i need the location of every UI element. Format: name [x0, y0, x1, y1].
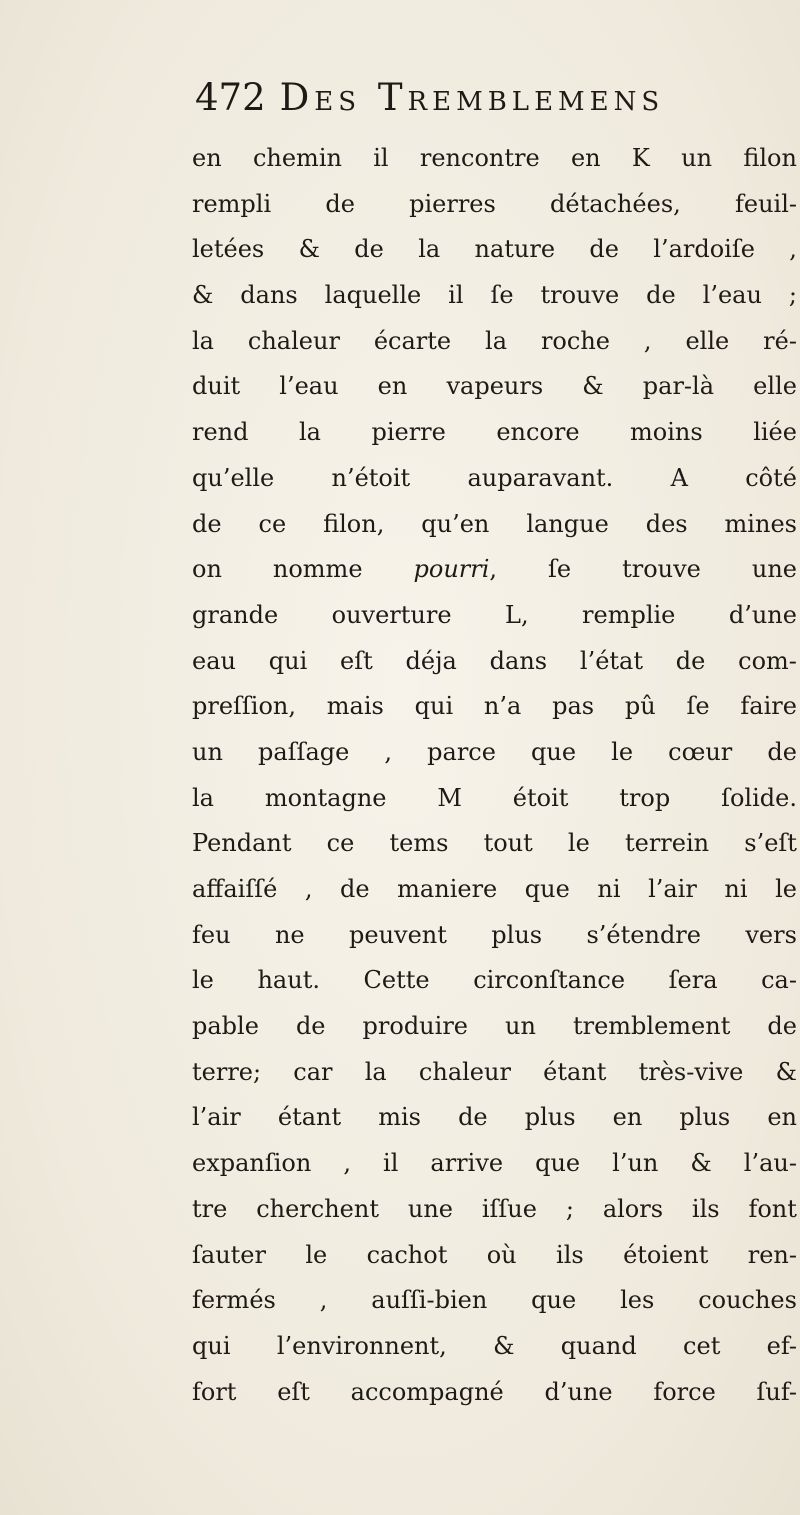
word: étoient	[623, 1240, 709, 1269]
word: &	[493, 1331, 515, 1360]
word: un	[681, 144, 713, 172]
word: l’air	[192, 1103, 241, 1132]
word: cœur	[668, 737, 733, 766]
word: vapeurs	[446, 372, 544, 401]
word: en	[570, 144, 601, 172]
word: la	[192, 326, 214, 355]
text-line	[192, 227, 797, 273]
word: ils	[691, 1194, 720, 1223]
word: de	[295, 1012, 326, 1041]
word: s’étendre	[586, 920, 701, 949]
word: de	[646, 281, 676, 310]
word: ,	[789, 235, 797, 264]
text-line	[192, 1095, 797, 1141]
word: étant	[543, 1057, 607, 1086]
word: par-là	[642, 372, 715, 401]
word: l’au-	[743, 1149, 797, 1178]
word: ;	[565, 1194, 574, 1223]
word: paſſage	[258, 737, 350, 766]
word: que	[531, 737, 577, 766]
word: n’a	[483, 692, 522, 721]
word: ré-	[763, 326, 797, 355]
word: les	[620, 1286, 655, 1315]
word: grande	[192, 600, 279, 629]
text-line	[192, 821, 797, 867]
word: de	[340, 875, 370, 903]
word: l’état	[579, 646, 643, 675]
word: tems	[389, 829, 449, 858]
word: montagne	[264, 783, 387, 812]
word: qui	[268, 646, 308, 675]
word: que	[524, 875, 570, 903]
word: on	[192, 555, 222, 584]
word: pû	[624, 692, 656, 721]
text-line	[192, 410, 797, 456]
word: qu’en	[421, 509, 490, 538]
word: en	[612, 1103, 643, 1132]
word: il	[373, 144, 389, 172]
word: vers	[745, 920, 797, 949]
word: com-	[738, 646, 797, 675]
word: d’une	[544, 1377, 613, 1406]
word: l’un	[612, 1149, 659, 1178]
word: le	[775, 875, 797, 903]
word: car	[293, 1057, 333, 1086]
word: ſera	[668, 966, 718, 995]
word: elle	[753, 372, 797, 401]
text-line	[192, 547, 797, 593]
word: chemin	[252, 144, 342, 172]
word: auſſi-bien	[371, 1286, 488, 1315]
word: M	[437, 783, 462, 812]
word: qu’elle	[192, 463, 275, 492]
word: ef-	[766, 1331, 797, 1360]
word: ce	[258, 509, 287, 538]
text-line	[192, 1370, 797, 1416]
word: la	[192, 783, 214, 812]
word: de	[767, 737, 797, 766]
word: feu	[192, 920, 231, 949]
word: Cette	[363, 966, 430, 995]
text-line	[192, 136, 797, 182]
text-line	[192, 730, 797, 776]
word: eſt	[340, 646, 373, 675]
word: cachot	[366, 1240, 448, 1269]
word: pable	[192, 1012, 259, 1041]
word: ils	[556, 1240, 584, 1269]
text-line	[192, 456, 797, 502]
word: arrive	[430, 1149, 504, 1178]
word: mines	[724, 509, 797, 538]
word: elle	[685, 326, 730, 355]
word: &	[298, 235, 320, 264]
word: preſſion,	[192, 692, 297, 721]
word: ni	[597, 875, 621, 903]
word: il	[383, 1149, 399, 1178]
word: circonſtance	[473, 966, 626, 995]
word: des	[645, 509, 688, 538]
word: de	[325, 189, 355, 218]
word: mis	[378, 1103, 421, 1132]
word: roche	[540, 326, 610, 355]
text-line	[192, 684, 797, 730]
word: un	[505, 1012, 536, 1041]
word: une	[751, 555, 797, 584]
page-header	[195, 76, 785, 136]
word: ni	[724, 875, 748, 903]
word: le	[192, 966, 214, 995]
word: s’eſt	[744, 829, 797, 858]
text-line	[192, 1233, 797, 1279]
word: duit	[192, 372, 241, 401]
word: un	[192, 737, 223, 766]
word: letées	[192, 235, 265, 264]
word: moins	[630, 418, 703, 447]
word: iſſue	[481, 1194, 537, 1223]
word: encore	[496, 418, 580, 447]
word: ;	[788, 281, 797, 310]
word: liée	[753, 418, 797, 447]
word: que	[531, 1286, 577, 1315]
text-line	[192, 958, 797, 1004]
word: détachées,	[550, 189, 681, 218]
text-line	[192, 182, 797, 228]
word: il	[448, 281, 464, 310]
word: ,	[304, 875, 313, 903]
word: ca-	[761, 966, 797, 995]
text-line	[192, 502, 797, 548]
word: rend	[192, 418, 249, 447]
word: &	[775, 1057, 797, 1086]
word: Pendant	[192, 829, 292, 858]
word: plus	[491, 920, 543, 949]
word: maniere	[397, 875, 498, 903]
word: nature	[474, 235, 556, 264]
word: ſe	[686, 692, 710, 721]
word: feuil-	[734, 189, 797, 218]
word: d’une	[728, 600, 797, 629]
word: terrein	[624, 829, 710, 858]
word: ne	[274, 920, 305, 949]
word: écarte	[373, 326, 452, 355]
word: L,	[505, 600, 529, 629]
word: le	[305, 1240, 328, 1269]
word: n’étoit	[331, 463, 411, 492]
word: ſe	[490, 281, 514, 310]
word: l’eau	[279, 372, 339, 401]
word: cherchent	[256, 1194, 379, 1223]
word: ,	[319, 1286, 328, 1315]
text-line	[192, 867, 797, 913]
word: déja	[405, 646, 457, 675]
text-line	[192, 1141, 797, 1187]
word: ſuf-	[756, 1377, 797, 1406]
word: langue	[526, 509, 609, 538]
word: &	[582, 372, 604, 401]
word: peuvent	[349, 920, 447, 949]
word: pierres	[409, 189, 496, 218]
word: le	[611, 737, 634, 766]
word: laquelle	[324, 281, 422, 310]
word: l’ardoiſe	[653, 235, 755, 264]
word: ſolide.	[721, 783, 797, 812]
word: auparavant.	[467, 463, 614, 492]
word: qui	[414, 692, 454, 721]
word: eau	[192, 646, 236, 675]
word: &	[192, 281, 214, 310]
text-line	[192, 273, 797, 319]
word: de	[675, 646, 706, 675]
word: terre;	[192, 1057, 262, 1086]
word: en	[192, 144, 222, 172]
text-line	[192, 913, 797, 959]
word: &	[690, 1149, 712, 1178]
word: nomme	[272, 555, 363, 584]
word: de	[458, 1103, 488, 1132]
word: fermés	[192, 1286, 276, 1315]
word: A	[670, 463, 688, 492]
word: qui	[192, 1331, 231, 1360]
word: tremblement	[572, 1012, 731, 1041]
text-line	[192, 639, 797, 685]
word: ouverture	[331, 600, 452, 629]
word: font	[748, 1194, 797, 1223]
text-line	[192, 1004, 797, 1050]
word: de	[767, 1012, 797, 1041]
word: filon,	[323, 509, 385, 538]
word: étant	[277, 1103, 342, 1132]
word: trop	[619, 783, 671, 812]
word: la	[298, 418, 321, 447]
word: de	[354, 235, 384, 264]
word: ſe	[548, 555, 572, 584]
word: ce	[326, 829, 355, 858]
word: tout	[483, 829, 533, 858]
word: ſauter	[192, 1240, 266, 1269]
running-title: Des Tremblemens	[279, 76, 665, 119]
word: plus	[524, 1103, 576, 1132]
word: très-vive	[638, 1057, 744, 1086]
text-line	[192, 1278, 797, 1324]
word: la	[485, 326, 508, 355]
word: cet	[683, 1331, 721, 1360]
word: ,	[384, 737, 393, 766]
word: trouve	[622, 555, 701, 584]
word: de	[589, 235, 619, 264]
word: produire	[362, 1012, 468, 1041]
word: chaleur	[418, 1057, 511, 1086]
word: où	[486, 1240, 517, 1269]
text-line	[192, 1187, 797, 1233]
word: la	[364, 1057, 387, 1086]
word: la	[418, 235, 441, 264]
word: affaiſſé	[192, 875, 278, 903]
word: dans	[489, 646, 548, 675]
word: fort	[192, 1377, 237, 1406]
word: faire	[740, 692, 797, 721]
word: l’eau	[702, 281, 762, 310]
word: l’air	[648, 875, 697, 903]
word: en	[767, 1103, 797, 1132]
word: en	[377, 372, 408, 401]
word: haut.	[257, 966, 320, 995]
word: dans	[240, 281, 298, 310]
word: pas	[552, 692, 595, 721]
word: pourri,	[413, 555, 498, 584]
word: de	[192, 509, 222, 538]
text-line	[192, 364, 797, 410]
word: trouve	[540, 281, 620, 310]
word: couches	[698, 1286, 797, 1315]
text-line	[192, 319, 797, 365]
word: quand	[560, 1331, 637, 1360]
word: rempli	[192, 189, 272, 218]
text-line	[192, 593, 797, 639]
word: tre	[192, 1194, 228, 1223]
word: une	[407, 1194, 453, 1223]
word: rencontre	[419, 144, 540, 172]
text-line	[192, 776, 797, 822]
word: ,	[343, 1149, 351, 1178]
word: expanſion	[192, 1149, 312, 1178]
word: que	[535, 1149, 581, 1178]
word: eſt	[277, 1377, 310, 1406]
word: mais	[326, 692, 384, 721]
word: ren-	[747, 1240, 797, 1269]
word: remplie	[582, 600, 676, 629]
word: l’environnent,	[276, 1331, 447, 1360]
page-number: 472	[195, 76, 266, 119]
word: chaleur	[247, 326, 340, 355]
word: plus	[679, 1103, 731, 1132]
word: accompagné	[350, 1377, 504, 1406]
text-line	[192, 1050, 797, 1096]
word: filon	[743, 144, 797, 172]
word: étoit	[512, 783, 569, 812]
word: K	[631, 144, 650, 172]
word: côté	[745, 463, 797, 492]
word: alors	[602, 1194, 664, 1223]
word: parce	[427, 737, 496, 766]
word: ,	[643, 326, 652, 355]
word: le	[567, 829, 590, 858]
text-line	[192, 1324, 797, 1370]
body-text	[192, 136, 797, 1415]
word: pierre	[371, 418, 446, 447]
word: force	[653, 1377, 716, 1406]
